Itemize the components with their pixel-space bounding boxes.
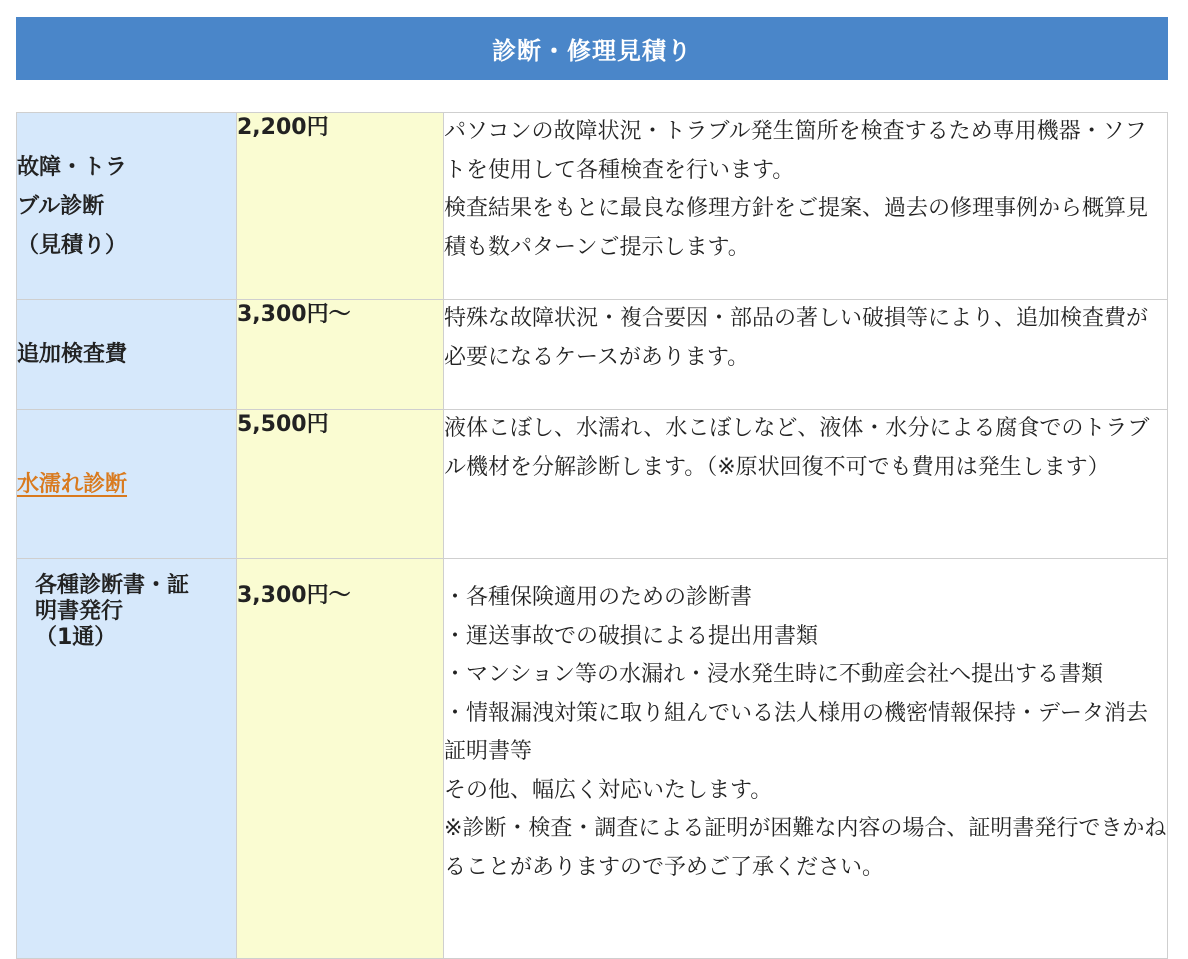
description-cell [444,410,1168,559]
price-value: 5,500円 [237,412,329,437]
price-value: 3,300円〜 [237,583,351,608]
description-list-item: ・マンション等の水漏れ・浸水発生時に不動産会社へ提出する書類 [444,662,1104,687]
description-cell [444,300,1168,410]
service-name-line: 明書発行 [35,599,124,624]
table-row-water-damage-diagnosis [17,410,1168,559]
table-row-certificate-issuance [17,559,1168,959]
description-paragraph: 特殊な故障状況・複合要因・部品の著しい破損等により、追加検査費が必要になるケースがあります。 [444,306,1149,370]
description-list-item: ・情報漏洩対策に取り組んでいる法人様用の機密情報保持・データ消去証明書等 [444,700,1149,764]
service-name-line: ブル診断 [17,193,105,219]
page-title: 診断・修理見積り [492,37,692,65]
price-value: 3,300円〜 [237,302,351,327]
description-paragraph: パソコンの故障状況・トラブル発生箇所を検査するため専用機器・ソフトを使用して各種検査を行います。 [444,119,1147,183]
service-name-cell [17,300,237,410]
pricing-table [16,112,1168,959]
service-name-line: 故障・トラ [17,154,128,180]
description-note: ※診断・検査・調査による証明が困難な内容の場合、証明書発行できかねることがありますので予めご了承ください。 [444,816,1167,880]
table-row-additional-inspection [17,300,1168,410]
table-row-trouble-diagnosis [17,113,1168,300]
price-cell [237,410,444,559]
description-cell [444,559,1168,959]
service-name-line: 追加検査費 [17,342,128,367]
service-name-line: 各種診断書・証 [35,573,190,598]
page-title-banner [16,17,1168,80]
service-name-cell [17,410,237,559]
water-damage-diagnosis-link[interactable]: 水濡れ診断 [17,471,128,497]
service-name-line: （見積り） [17,232,128,258]
price-cell [237,559,444,959]
description-cell [444,113,1168,300]
service-name-cell [17,559,237,959]
service-name-cell [17,113,237,300]
description-list-item: ・各種保険適用のための診断書 [444,585,753,610]
description-paragraph: 検査結果をもとに最良な修理方針をご提案、過去の修理事例から概算見積も数パターンご提示します。 [444,196,1149,260]
description-paragraph: その他、幅広く対応いたします。 [444,777,773,803]
description-list-item: ・運送事故での破損による提出用書類 [444,623,819,649]
description-paragraph: 液体こぼし、水濡れ、水こぼしなど、液体・水分による腐食でのトラブル機材を分解診断します。（※原状回復不可でも費用は発生します） [444,416,1150,480]
service-name-line: （1通） [35,625,117,650]
price-cell [237,300,444,410]
price-value: 2,200円 [237,115,329,140]
price-cell [237,113,444,300]
